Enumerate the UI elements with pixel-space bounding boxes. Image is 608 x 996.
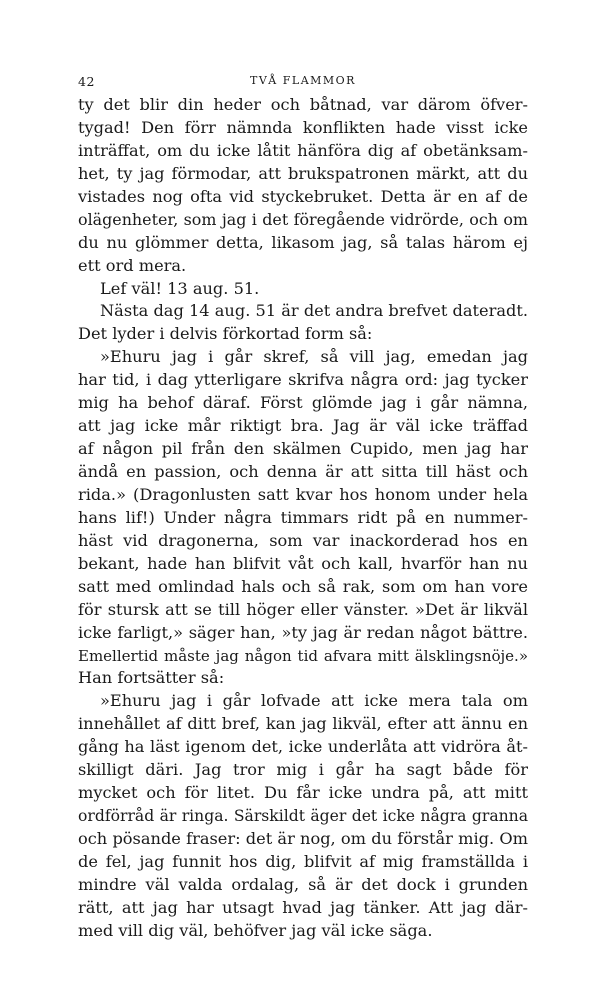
page-header bbox=[78, 74, 528, 94]
body-text bbox=[78, 94, 528, 943]
text-line: ty det blir din heder och båtnad, var därom öfver- bbox=[78, 95, 528, 114]
text-line: gång ha läst igenom det, icke underlåta att vidröra åt- bbox=[78, 737, 528, 757]
text-line: »Ehuru jag i går skref, så vill jag, emedan jag bbox=[100, 347, 528, 367]
text-line: rida.» (Dragonlusten satt kvar hos honom under hela bbox=[78, 484, 528, 504]
text-line: med vill dig väl, behöfver jag väl icke säga. bbox=[78, 920, 433, 940]
text-line: hans lif!) Under några timmars ridt på en nummer- bbox=[78, 507, 528, 527]
running-title: TVÅ FLAMMOR bbox=[250, 74, 356, 87]
text-line: mig ha behof däraf. Först glömde jag i går nämna, bbox=[78, 393, 528, 413]
text-line: Lef väl! 13 aug. 51. bbox=[100, 278, 260, 298]
text-line: bekant, hade han blifvit våt och kall, hvarför han nu bbox=[78, 553, 528, 573]
text-line: ändå en passion, och denna är att sitta till häst och bbox=[78, 462, 528, 481]
text-line: mindre väl valda ordalag, så är det dock i grunden bbox=[78, 874, 528, 894]
text-line: olägenheter, som jag i det föregående vidrörde, och om bbox=[78, 209, 528, 229]
text-line: har tid, i dag ytterligare skrifva några ord: jag tycker bbox=[78, 370, 528, 390]
text-line: vistades nog ofta vid styckebruket. Detta är en af de bbox=[78, 186, 528, 206]
text-line: tygad! Den förr nämnda konflikten hade visst icke bbox=[78, 117, 528, 137]
text-line: Det lyder i delvis förkortad form så: bbox=[78, 324, 373, 344]
text-line: du nu glömmer detta, likasom jag, så talas härom ej bbox=[78, 232, 528, 252]
text-line: rätt, att jag har utsagt hvad jag tänker. Att jag där- bbox=[78, 897, 528, 917]
text-line: ett ord mera. bbox=[78, 255, 187, 275]
text-line: icke farligt,» säger han, »ty jag är redan något bättre. bbox=[78, 622, 528, 642]
text-line: Han fortsätter så: bbox=[78, 668, 225, 688]
text-line: af någon pil från den skälmen Cupido, men jag har bbox=[78, 439, 528, 459]
text-line: att jag icke mår riktigt bra. Jag är väl icke träffad bbox=[78, 416, 528, 436]
text-line: och pösande fraser: det är nog, om du förstår mig. Om bbox=[78, 829, 528, 848]
text-line: »Ehuru jag i går lofvade att icke mera tala om bbox=[100, 691, 528, 711]
text-line: för stursk att se till höger eller vänster. »Det är likväl bbox=[78, 599, 528, 619]
text-line: satt med omlindad hals och så rak, som om han vore bbox=[78, 576, 528, 596]
book-page bbox=[78, 0, 528, 996]
text-line: inträffat, om du icke låtit hänföra dig af obetänksam- bbox=[78, 140, 528, 160]
text-line: häst vid dragonerna, som var inackorderad hos en bbox=[78, 530, 528, 550]
text-line: mycket och för litet. Du får icke undra på, att mitt bbox=[78, 783, 528, 803]
page-number: 42 bbox=[78, 74, 95, 89]
text-line: skilligt däri. Jag tror mig i går ha sagt både för bbox=[78, 760, 528, 780]
text-line: het, ty jag förmodar, att brukspatronen märkt, att du bbox=[78, 163, 528, 183]
text-line: de fel, jag funnit hos dig, blifvit af mig framställda i bbox=[78, 851, 528, 871]
text-line: Nästa dag 14 aug. 51 är det andra brefvet dateradt. bbox=[100, 301, 528, 321]
text-line: Emellertid måste jag någon tid afvara mitt älsklingsnöje.» bbox=[78, 646, 528, 665]
text-line: ordförråd är ringa. Särskildt äger det icke några granna bbox=[78, 807, 528, 826]
text-line: innehållet af ditt bref, kan jag likväl, efter att ännu en bbox=[78, 714, 528, 734]
